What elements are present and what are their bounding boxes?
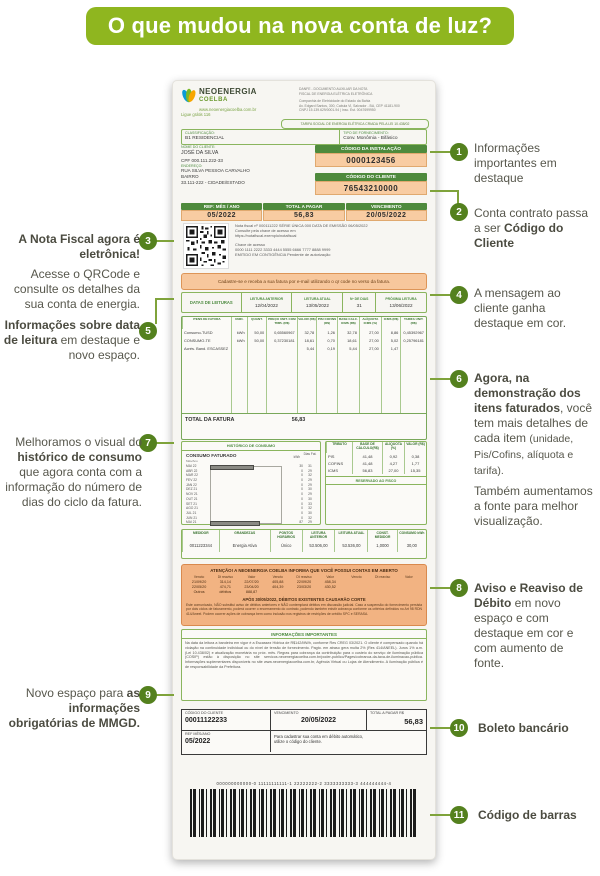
invoice-block	[183, 223, 427, 269]
page-title: O que mudou na nova conta de luz?	[107, 13, 493, 38]
total-label: TOTAL A PAGAR	[263, 203, 344, 210]
installation-code-label: CÓDIGO DA INSTALAÇÃO	[315, 145, 427, 153]
title-banner	[86, 7, 514, 45]
previous-reading: 12/04/2022	[255, 302, 278, 308]
items-cell: 5,02	[381, 337, 401, 345]
meter-header-cell: CONSUMO kWh	[397, 530, 426, 543]
callout-10-text: Boleto bancário	[478, 721, 569, 735]
brand-phone: Ligue grátis 116	[181, 112, 211, 118]
callout-11-text: Código de barras	[478, 808, 577, 822]
connector-line-9	[155, 694, 174, 696]
slip-ref: 05/2022	[185, 737, 211, 745]
invoice-total-value: 56,83	[291, 417, 306, 423]
items-header-cell: PIS/ COFINS (R$)	[316, 317, 337, 329]
customer-name-label: NOME DO CLIENTE:	[181, 145, 216, 149]
access-key: 0000 1111 2222 3333 4444 5555 6666 7777 8888 9999	[235, 246, 331, 252]
callout-badge-5: 5	[139, 322, 157, 340]
billed-items-table	[181, 316, 427, 440]
meter-table	[181, 529, 427, 559]
items-cell: 32,78	[337, 329, 359, 337]
callout-5-text: Informações sobre data de leitura em destaque e novo espaço.	[3, 318, 140, 362]
slip-note: Para cadastrar sua conta em débito automático, utilize o código do cliente.	[274, 734, 364, 745]
items-header-cell: VALOR (R$)	[297, 317, 317, 329]
debt-header-cell: Valor	[405, 575, 413, 579]
callout-3-text: A Nota Fiscal agora é eletrônica! Acesse o QRCode e consulte os detalhes da sua conta de energia.	[13, 232, 140, 311]
danfe-line: FISCAL DE ENERGIA ELÉTRICA ELETRÔNICA	[299, 91, 373, 96]
callout-badge-3: 3	[139, 232, 157, 250]
bill-header	[181, 87, 427, 119]
items-header-cell: BASE CALC. ICMS (R$)	[337, 317, 359, 329]
items-cell: 1,26	[316, 329, 337, 337]
history-subtitle: CONSUMO FATURADO	[186, 453, 237, 458]
items-cell: 27,00	[359, 337, 381, 345]
callout-badge-2: 2	[450, 203, 468, 221]
meter-cell: 1,0000	[367, 543, 396, 552]
debt-header-cell: Vencto	[193, 575, 205, 579]
meter-cell: 0011223344	[182, 543, 219, 552]
meter-header-cell: LEITURA ANTERIOR	[302, 530, 335, 543]
items-cell: 50,00	[247, 337, 267, 345]
connector-line-5	[155, 298, 174, 300]
tax-header-cell: ALÍQUOTA (%)	[382, 442, 404, 453]
address-line: RUA SILVA PESSOA CARVALHO	[181, 168, 250, 174]
items-cell: kWh	[231, 329, 247, 337]
callout-6-text: Agora, na demonstração dos itens faturados, você tem mais detalhes de cada item (unidade, Pis/Cofins, alíquota e tarifa). Também aumentamos a fonte para melhor visualização.	[474, 371, 593, 528]
next-reading: 13/06/2022	[389, 302, 413, 308]
items-header-cell: ICMS (R$)	[381, 317, 401, 329]
barcode-digits: 000000000000-0 11111111111-1 22222222-2 3333333333-3 444444444-4	[216, 781, 392, 786]
connector-line-11	[430, 814, 452, 816]
items-cell: 18,61	[337, 337, 359, 345]
tarifa-social-pill: TARIFA SOCIAL DE ENERGIA ELÉTRICA CRIADA PELA LEI 10.438/02	[281, 119, 429, 129]
readings-title: DATAS DE LEITURAS	[189, 300, 233, 305]
slip-due-date: 20/05/2022	[300, 716, 337, 724]
callout-badge-6: 6	[450, 370, 468, 388]
items-cell: Acrés. Band. ESCASSEZ	[184, 346, 229, 351]
items-cell: 32,78	[297, 329, 317, 337]
barcode-icon	[190, 789, 418, 837]
history-title: HISTÓRICO DE CONSUMO	[182, 442, 320, 451]
consumption-history-chart: HISTÓRICO DE CONSUMO CONSUMO FATURADO Mês/Ano kWh Dias Fat. MAI 22 30 31 ABR 22 0 29 MAR 22 0 32 FEV 22 0 29 JAN 22 0 29 DEZ 21 0 30 NOV 21 0 29 OUT 21 0 30 SET 21 0 33 AGO 21 0 32 JUL 21 0 30 JUN 21 0 32 MAI 21 87 29	[181, 441, 321, 525]
debt-header-cell: Vencto	[351, 575, 362, 579]
neoenergia-logo-icon	[181, 87, 196, 109]
meter-header-cell: GRANDEZAS	[219, 530, 270, 543]
classification-box	[181, 129, 427, 145]
company-line: Companhia de Eletricidade do Estado da Bahia	[299, 99, 371, 103]
taxes-table: TRIBUTO BASE DE CÁLCULO(R$) ALÍQUOTA (%) VALOR (R$) PIS 41,48 0,92 0,38 COFINS 41,48 4,27 1,77 ICMS 56,83 27,00 15,35 RESERVADO AO FISCO	[325, 441, 427, 525]
meter-cell: Energia Ativa	[219, 543, 270, 552]
items-cell: 0,37230181	[266, 337, 297, 345]
ref-value: 05/2022	[181, 210, 262, 221]
items-cell: Consumo-TUSD	[184, 330, 213, 335]
callout-badge-11: 11	[450, 806, 468, 824]
invoice-total-label: TOTAL DA FATURA	[185, 417, 235, 423]
meter-cell: 30,00	[397, 543, 426, 552]
items-cell	[247, 345, 267, 353]
invoice-line: EMITIDO EM CONTIGÊNCIA Pendente de autorização	[235, 252, 331, 258]
debt-header-cell: Vencto	[272, 575, 283, 579]
invoice-text	[235, 223, 368, 269]
slip-client-code: 00011122233	[185, 716, 228, 724]
items-cell: 0,65560967	[266, 329, 297, 337]
connector-line-8	[430, 587, 452, 589]
meter-header-cell: MEDIDOR	[182, 530, 219, 543]
callout-badge-8: 8	[450, 579, 468, 597]
items-header-cell: QUANT.	[247, 317, 267, 329]
summary-row	[181, 203, 427, 219]
items-cell: 50,00	[247, 329, 267, 337]
total-value: 56,83	[263, 210, 344, 221]
payment-slip: CÓDIGO DO CLIENTE 00011122233 VENCIMENTO 20/05/2022 TOTAL A PAGAR R$ 56,83 REF MÊS/ANO 05/2022 Para cadastrar sua conta em débito automático, utilize o código do cliente.	[181, 709, 427, 755]
callout-badge-4: 4	[450, 286, 468, 304]
brand-sub: COELBA	[199, 97, 228, 103]
callout-badge-1: 1	[450, 143, 468, 161]
connector-line-2	[430, 190, 459, 192]
callout-9-text: Novo espaço para as informações obrigatórias de MMGD.	[8, 686, 140, 730]
meter-cell: 53.536,00	[334, 543, 367, 552]
debt-notice-title: ATENÇÃO! A NEOENERGIA COELBA INFORMA QUE VOCÊ POSSUI CONTAS EM ABERTO	[210, 568, 398, 573]
items-header-cell: ALÍQUOTA ICMS (%)	[359, 317, 381, 329]
debt-header-cell: Dt reaviso	[375, 575, 391, 579]
items-cell: 0,19	[316, 345, 337, 353]
client-code-value: 76543210000	[315, 181, 427, 195]
items-header-cell: UNID.	[231, 317, 247, 329]
callout-badge-7: 7	[139, 434, 157, 452]
items-header-cell: TARIFA UNIT. (R$)	[400, 317, 426, 329]
company-line: Av. Edgard Santos, 300, Cabula VI, Salvador - BA, CEP 41181-900	[299, 103, 400, 108]
callout-2-text: Conta contrato passa a ser Código do Cliente	[474, 206, 589, 250]
invoice-line: Consulte pela chave de acesso em	[235, 228, 296, 234]
connector-line-4	[430, 294, 452, 296]
customer-cpf: CPF 000.111.222-33	[181, 158, 223, 163]
current-reading: 13/05/2022	[305, 302, 329, 308]
debt-header-cell: Dt reaviso	[296, 575, 312, 579]
items-cell: 1,47	[381, 345, 401, 353]
items-cell	[266, 345, 297, 353]
supply-value: Conv. Monômia - Bifásico	[343, 135, 398, 141]
company-line: CNPJ 15.139.629/0001-94 | Insc. Est. 0047699950	[299, 108, 376, 112]
connector-line-7	[155, 442, 174, 444]
callout-badge-9: 9	[139, 686, 157, 704]
debt-header-cell: Dt reaviso	[217, 575, 233, 579]
debt-header-cell: Valor	[326, 575, 335, 579]
codes-column	[315, 145, 427, 195]
callout-1-text: Informações importantes em destaque	[474, 141, 557, 185]
meter-cell: 53.506,00	[302, 543, 335, 552]
debt-header-cell: Valor	[247, 575, 256, 579]
supply-label: TIPO DE FORNECIMENTO:	[343, 131, 389, 135]
address-label: ENDEREÇO:	[181, 163, 203, 168]
items-cell: 0,70	[316, 337, 337, 345]
items-cell	[400, 345, 426, 353]
connector-line-1	[430, 151, 452, 153]
slip-total: 56,83	[404, 716, 423, 726]
connector-line-6	[430, 378, 452, 380]
items-cell: 18,61	[297, 337, 317, 345]
callout-8-text: Aviso e Reaviso de Débito em novo espaço e com destaque em cor e com aumento de fonte.	[474, 581, 583, 670]
cutoff-warning: APÓS 30/05/2022, DÉBITOS EXISTENTES CAUSARÃO CORTE	[242, 597, 366, 602]
items-cell: kWh	[231, 337, 247, 345]
brand-name: NEOENERGIA	[199, 87, 257, 96]
callout-4-text: A mensagem ao cliente ganha destaque em cor.	[474, 286, 567, 330]
due-value: 20/05/2022	[346, 210, 427, 221]
customer-block	[181, 145, 427, 201]
tax-header-cell: TRIBUTO	[326, 442, 352, 453]
meter-header-cell: LEITURA ATUAL	[334, 530, 367, 543]
installation-code-value: 0000123456	[315, 153, 427, 167]
ref-label: REF: MÊS / ANO	[181, 203, 262, 210]
items-cell: 27,00	[359, 345, 381, 353]
customer-name: JOSÉ DA SILVA	[181, 149, 219, 156]
brand-site: www.neoenergiacoelba.com.br	[199, 107, 257, 112]
callout-7-text: Melhoramos o visual do histórico de consumo que agora conta com a informação do número de dias do ciclo da fatura.	[5, 435, 142, 509]
items-header-cell: ITENS DE FATURA	[182, 317, 231, 329]
items-cell: 0,45392967	[400, 329, 426, 337]
fisco-bar: RESERVADO AO FISCO	[326, 476, 426, 485]
meter-header-cell: PONTOS HORÁRIOS	[270, 530, 302, 543]
important-info-title: INFORMAÇÕES IMPORTANTES	[182, 630, 426, 639]
items-cell: CONSUMO-TE	[184, 338, 211, 343]
debt-fine-print: Este comunicado, NÃO substitui aviso de débitos anteriores e NÃO contemplará débitos em discussão judicial. Caso a suspensão do fornecimento persista por dois ciclos de faturamento, poderá ocorrer o encerramento do contrato, podendo também existir cobrança conforme os critérios definidos no Art 98 RDN 414/Aneel. Podem ocorrer ações de cobrança bem como inclusão nos registros de restrições de crédito SPC e SERASA.	[186, 603, 422, 616]
items-cell: 0,25796181	[400, 337, 426, 345]
important-info-text: Na data da leitura a bandeira em vigor é a Escassez Hídrica de R$142/MWh, conforme Res CREG 03/2021. O cliente é compensado quando há violação na continuidade individual ou do nível de tensão de fornecimento. Pagto. em atraso gera multa 2% (Res 414/ANEEL). Juros 1% a.m. (Lei 10.438/02) e atualização monetária no próx. mês. Regras para cobrança da contribuição para o custeio do serviço de iluminação pública (COSIP) estão à disposição no site servicos.neoenergiacoelba.com.br/poder-publico/Pages/cobranca-da-taxa-de-iluminacao-publica. Informações suplementares disponíveis no site www.neoenergiacoelba.com.br, Agência Virtual ou Lojas de Atendimento. A iluminação pública é de responsabilidade da Prefeitura.	[185, 641, 423, 669]
connector-line-3	[155, 240, 174, 242]
tax-header-cell: BASE DE CÁLCULO(R$)	[352, 442, 382, 453]
address-line: 33.111-222 - CIDADE/ESTADO	[181, 179, 245, 185]
items-cell: 5,44	[337, 345, 359, 353]
invoice-line: Nota fiscal nº 000111222 SÉRIE ÚNICA 000 DATA DE EMISSÃO 06/05/2022	[235, 223, 368, 228]
invoice-total-row	[182, 413, 426, 426]
items-header-cell: PREÇO UNIT. COM TRIB. (R$)	[266, 317, 297, 329]
callout-badge-10: 10	[450, 719, 468, 737]
customer-message-banner: Cadastre-se e receba a sua fatura por e-mail utilizando o qr code no verso da fatura.	[181, 273, 427, 290]
items-cell: 5,44	[297, 345, 317, 353]
address-line: BAIRRO	[181, 174, 199, 180]
danfe-block	[299, 87, 435, 113]
danfe-line: DANFE - DOCUMENTO AUXILIAR DA NOTA	[299, 87, 368, 91]
classification-value: B1 RESIDENCIAL	[185, 135, 225, 141]
items-cell: 27,00	[359, 329, 381, 337]
tax-header-cell: VALOR (R$)	[404, 442, 426, 453]
important-info-box	[181, 629, 427, 701]
items-cell	[231, 345, 247, 353]
days-count: 31	[356, 302, 362, 308]
access-key-label: Chave de acesso	[235, 241, 266, 247]
due-label: VENCIMENTO	[346, 203, 427, 210]
connector-line-10	[430, 727, 452, 729]
meter-header-cell: CONST. MEDIDOR	[367, 530, 396, 543]
readings-strip: DATAS DE LEITURAS LEITURA ANTERIOR 12/04/2022 LEITURA ATUAL 13/05/2022 Nº DE DIAS 31 PRÓXIMA LEITURA 13/06/2022	[181, 292, 427, 313]
invoice-url: https://notafiscal.exemplo/notafiscal	[235, 233, 297, 239]
classification-label: CLASSIFICAÇÃO:	[185, 131, 215, 135]
qr-code-icon	[183, 223, 229, 269]
meter-cell: Único	[270, 543, 302, 552]
debt-notice-box: ATENÇÃO! A NEOENERGIA COELBA INFORMA QUE VOCÊ POSSUI CONTAS EM ABERTO Vencto Dt reaviso Valor Vencto Dt reaviso Valor Vencto Dt reaviso Valor 21/09/20 314,14 22/07/20 405,88 22/09/20 458,34 22/05/20 474,71 23/04/20 404,39 23/03/20 430,52 Outros débitos 888,87 APÓS 30/05/2022, DÉBITOS EXISTENTES CAUSARÃO CORTE Este comunicado, NÃO substitui aviso de débitos anteriores e NÃO contemplará débitos em discussão judicial. Caso a suspensão do fornecimento persista por dois ciclos de faturamento, poderá ocorrer o encerramento do contrato, podendo também existir cobrança conforme os critérios definidos no Art 98 RDN 414/Aneel. Podem ocorrer ações de cobrança bem como inclusão nos registros de restrições de crédito SPC e SERASA.	[181, 564, 427, 626]
items-cell: 8,86	[381, 329, 401, 337]
client-code-label: CÓDIGO DO CLIENTE	[315, 173, 427, 181]
connector-line-5	[155, 298, 157, 324]
bill-paper	[172, 80, 436, 860]
